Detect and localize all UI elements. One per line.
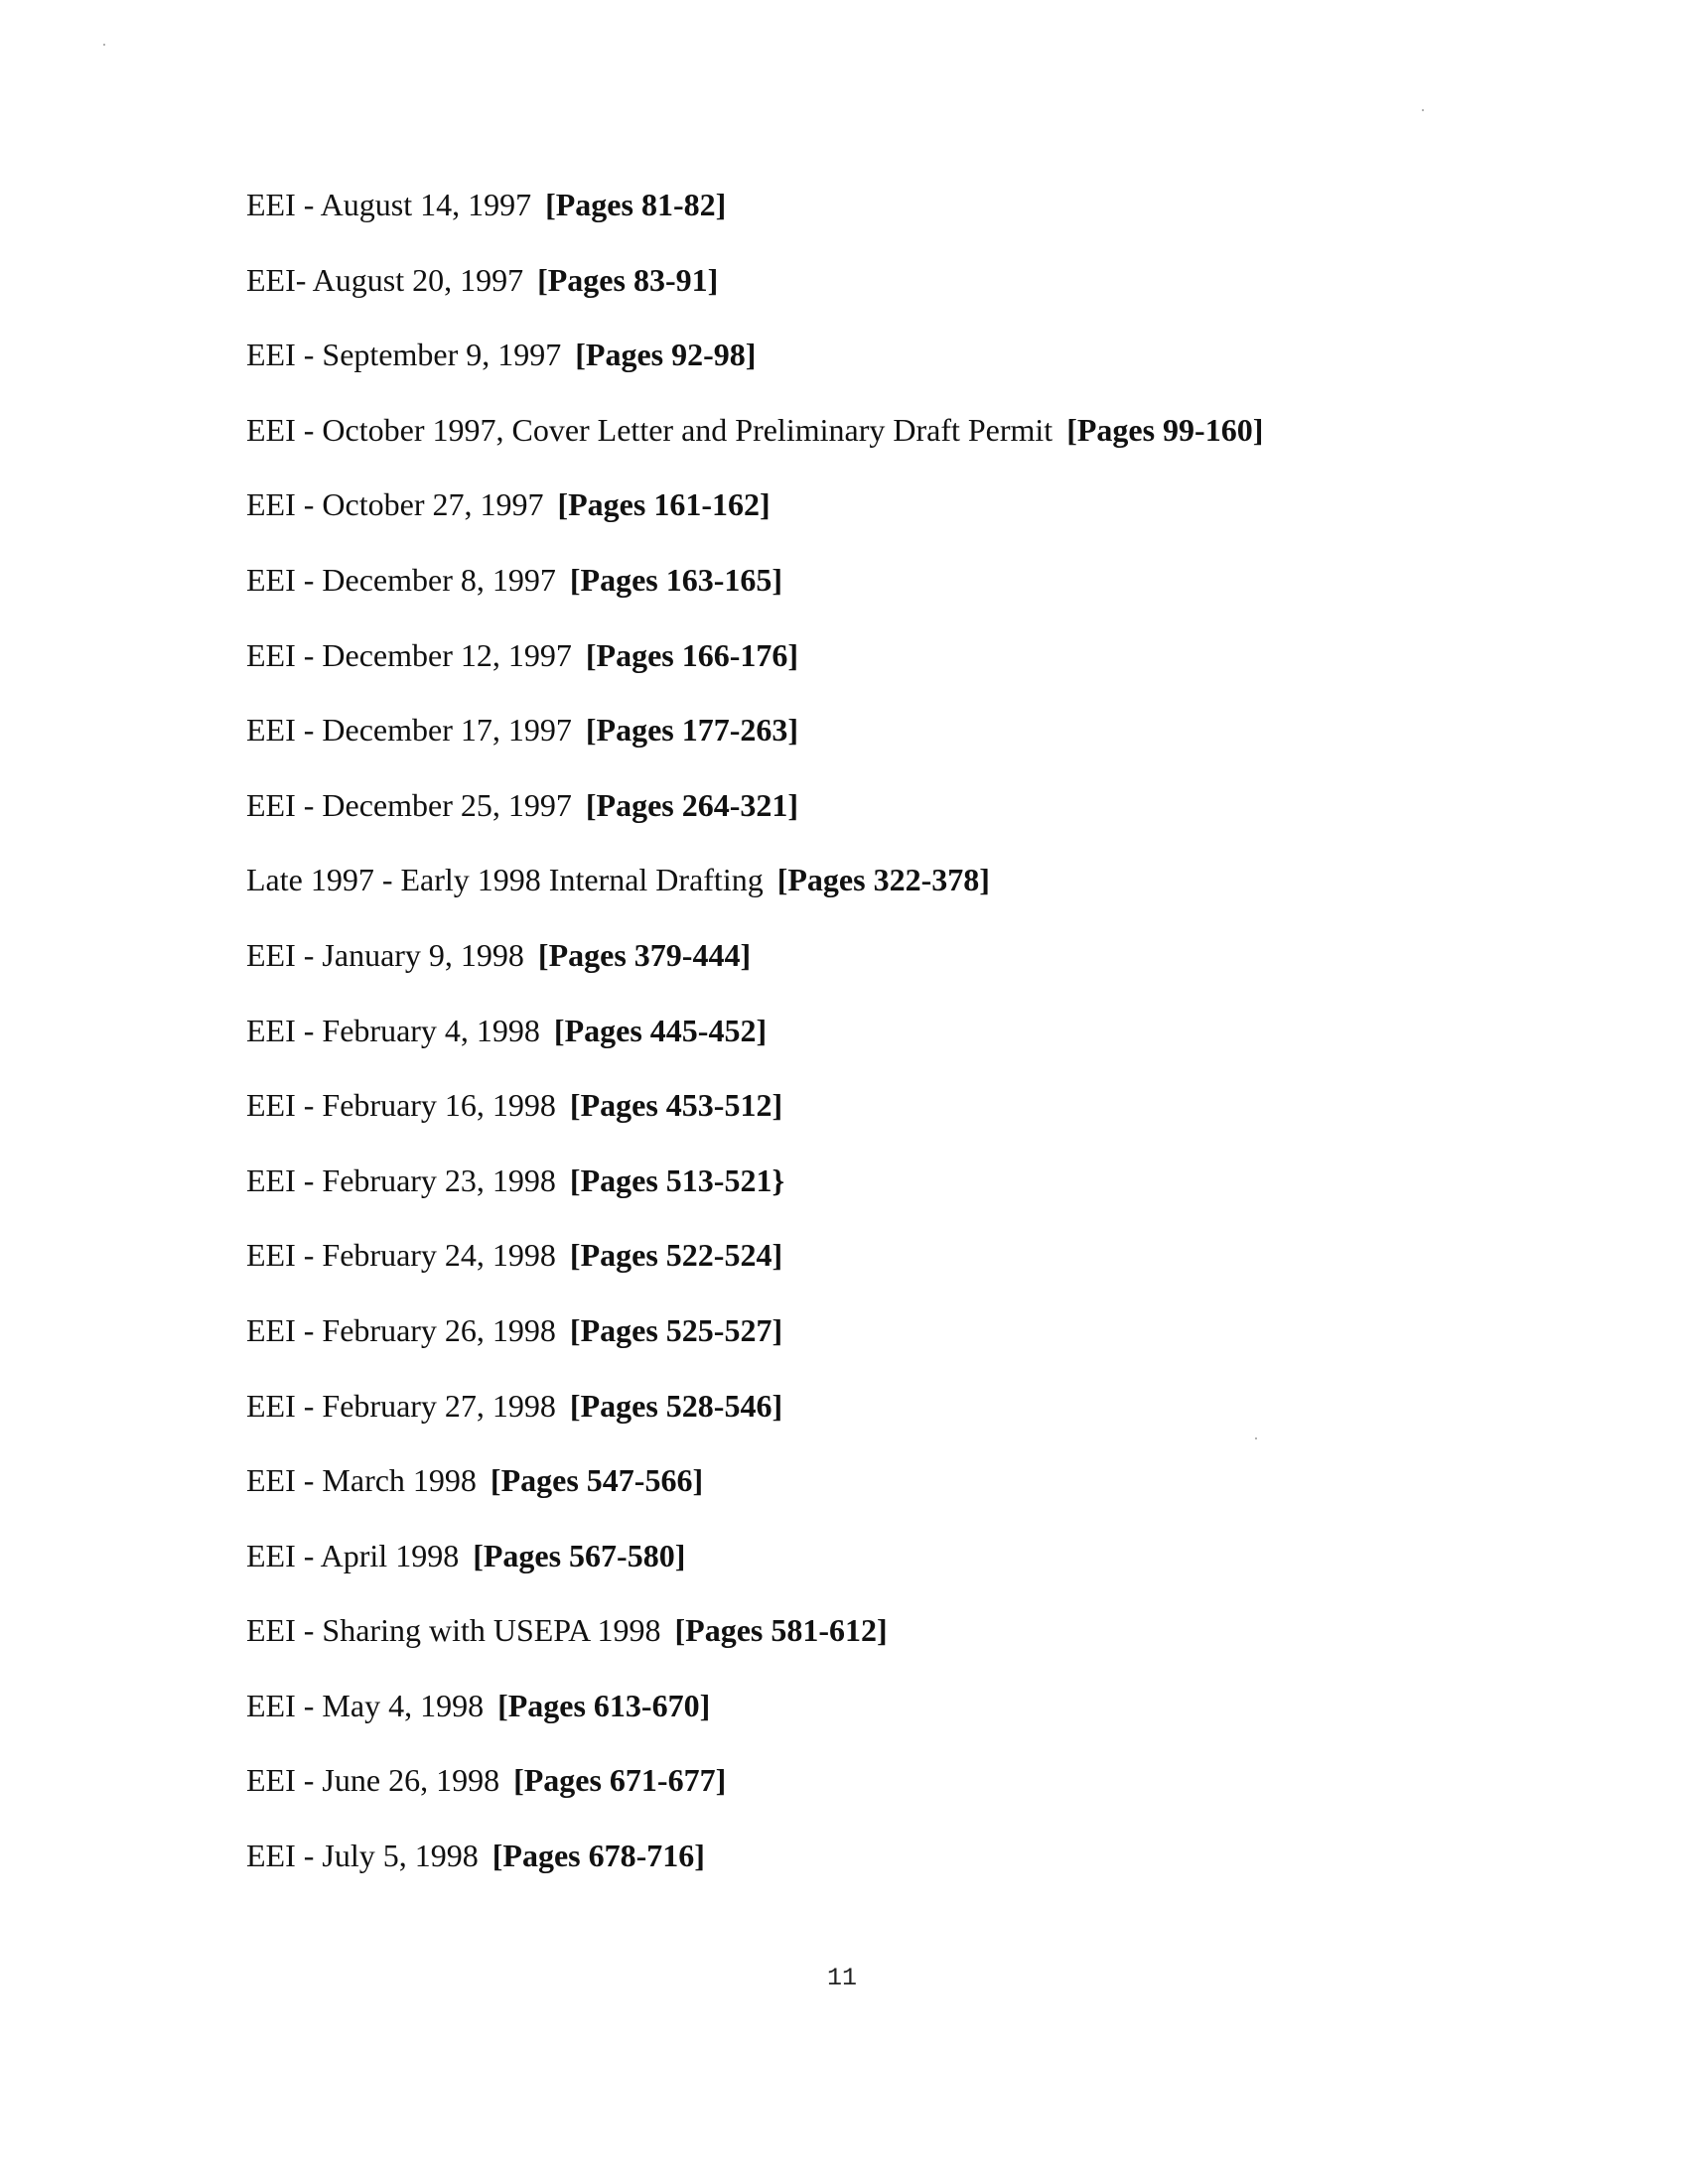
index-entry-list bbox=[246, 181, 1263, 1907]
entry-page-range: [Pages 177-263] bbox=[585, 712, 799, 749]
entry-label: EEI - July 5, 1998 bbox=[246, 1838, 479, 1874]
entry-label: EEI - February 27, 1998 bbox=[246, 1387, 556, 1424]
entry-page-range: [Pages 528-546] bbox=[569, 1387, 783, 1424]
scan-speck bbox=[103, 44, 105, 46]
page-number: 11 bbox=[826, 1964, 857, 1992]
entry-label: EEI - October 1997, Cover Letter and Preliminary Draft Permit bbox=[246, 411, 1053, 448]
entry-page-range: [Pages 379-444] bbox=[537, 936, 752, 973]
entry-page-range: [Pages 445-452] bbox=[553, 1012, 768, 1048]
index-entry bbox=[246, 1456, 1263, 1532]
index-entry bbox=[246, 1382, 1263, 1457]
entry-page-range: [Pages 163-165] bbox=[569, 561, 783, 598]
index-entry bbox=[246, 1081, 1263, 1157]
entry-page-range: [Pages 81-82] bbox=[545, 187, 727, 222]
index-entry bbox=[246, 406, 1263, 481]
entry-page-range: [Pages 613-670] bbox=[497, 1687, 711, 1723]
entry-label: EEI - February 24, 1998 bbox=[246, 1237, 556, 1274]
entry-label: EEI - August 14, 1997 bbox=[246, 187, 532, 222]
entry-label: EEI - December 8, 1997 bbox=[246, 561, 556, 598]
entry-page-range: [Pages 547-566] bbox=[490, 1462, 704, 1499]
entry-page-range: [Pages 83-91] bbox=[537, 261, 719, 298]
entry-label: EEI - February 23, 1998 bbox=[246, 1161, 556, 1198]
index-entry bbox=[246, 1832, 1263, 1907]
index-entry bbox=[246, 1682, 1263, 1757]
entry-page-range: [Pages 322-378] bbox=[776, 862, 990, 898]
index-entry bbox=[246, 856, 1263, 931]
entry-label: EEI - December 17, 1997 bbox=[246, 712, 572, 749]
entry-page-range: [Pages 567-580] bbox=[473, 1537, 686, 1573]
index-entry bbox=[246, 1532, 1263, 1607]
index-entry bbox=[246, 1606, 1263, 1682]
entry-label: Late 1997 - Early 1998 Internal Drafting bbox=[246, 862, 764, 898]
entry-label: EEI - January 9, 1998 bbox=[246, 936, 524, 973]
entry-label: EEI - September 9, 1997 bbox=[246, 337, 562, 373]
index-entry bbox=[246, 631, 1263, 707]
index-entry bbox=[246, 1157, 1263, 1232]
index-entry bbox=[246, 556, 1263, 631]
index-entry bbox=[246, 1306, 1263, 1382]
entry-label: EEI - October 27, 1997 bbox=[246, 486, 544, 523]
entry-label: EEI - February 4, 1998 bbox=[246, 1012, 540, 1048]
index-entry bbox=[246, 331, 1263, 406]
index-entry bbox=[246, 706, 1263, 781]
scan-speck bbox=[1422, 109, 1424, 111]
entry-page-range: [Pages 581-612] bbox=[674, 1612, 888, 1649]
index-entry bbox=[246, 181, 1263, 256]
index-entry bbox=[246, 1756, 1263, 1832]
entry-page-range: [Pages 678-716] bbox=[491, 1838, 705, 1874]
entry-page-range: [Pages 513-521} bbox=[569, 1161, 785, 1198]
index-entry bbox=[246, 781, 1263, 857]
entry-label: EEI - February 26, 1998 bbox=[246, 1311, 556, 1348]
entry-page-range: [Pages 92-98] bbox=[575, 337, 757, 373]
entry-label: EEI - March 1998 bbox=[246, 1462, 477, 1499]
entry-page-range: [Pages 99-160] bbox=[1066, 411, 1264, 448]
entry-page-range: [Pages 453-512] bbox=[569, 1087, 783, 1124]
index-entry bbox=[246, 1007, 1263, 1082]
index-entry bbox=[246, 931, 1263, 1007]
entry-label: EEI - Sharing with USEPA 1998 bbox=[246, 1612, 661, 1649]
entry-page-range: [Pages 525-527] bbox=[569, 1311, 783, 1348]
entry-label: EEI - June 26, 1998 bbox=[246, 1762, 500, 1799]
entry-page-range: [Pages 166-176] bbox=[585, 636, 799, 673]
index-entry bbox=[246, 256, 1263, 332]
index-entry bbox=[246, 480, 1263, 556]
index-entry bbox=[246, 1231, 1263, 1306]
entry-label: EEI - May 4, 1998 bbox=[246, 1687, 485, 1723]
entry-label: EEI - December 12, 1997 bbox=[246, 636, 572, 673]
entry-label: EEI- August 20, 1997 bbox=[246, 261, 524, 298]
entry-label: EEI - April 1998 bbox=[246, 1537, 460, 1573]
entry-label: EEI - December 25, 1997 bbox=[246, 786, 572, 823]
entry-page-range: [Pages 522-524] bbox=[569, 1237, 783, 1274]
entry-page-range: [Pages 671-677] bbox=[513, 1762, 727, 1799]
entry-page-range: [Pages 161-162] bbox=[557, 486, 771, 523]
entry-label: EEI - February 16, 1998 bbox=[246, 1087, 556, 1124]
entry-page-range: [Pages 264-321] bbox=[585, 786, 799, 823]
